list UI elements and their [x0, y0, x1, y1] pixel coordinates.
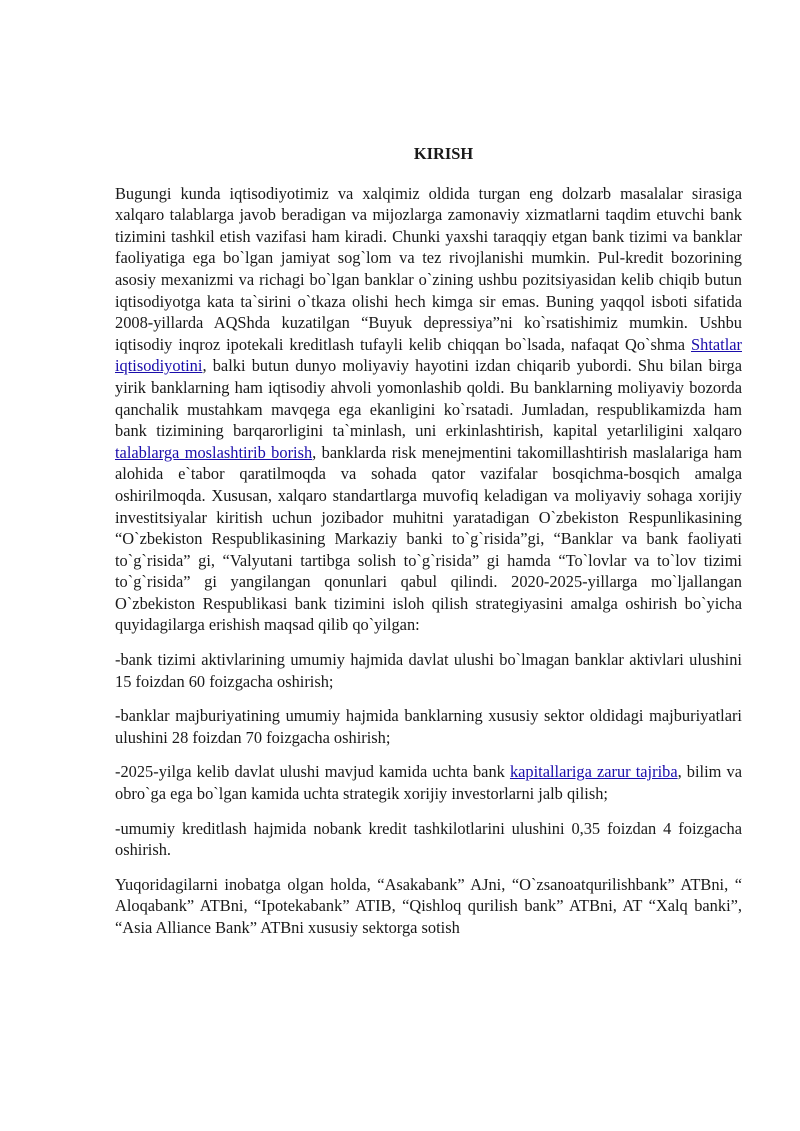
- link-talablarga-moslashtirib[interactable]: talablarga moslashtirib borish: [115, 442, 313, 462]
- list-item-1: -bank tizimi aktivlarining umumiy hajmida davlat ulushi bo`lmagan banklar aktivlari ulushini 15 foizdan 60 foizgacha oshirish;: [115, 650, 742, 691]
- document-page: [115, 143, 742, 952]
- intro-paragraph: [115, 183, 742, 636]
- page-title: KIRISH: [413, 144, 474, 163]
- item3-text-2: , bilim va obro`ga ega bo`lgan kamida uchta strategik xorijiy investorlarni jalb qilish;: [115, 762, 742, 804]
- link-shtatlar-iqtisodiyotini[interactable]: Shtatlar iqtisodiyotini: [115, 334, 742, 376]
- intro-text-1: Bugungi kunda iqtisodiyotimiz va xalqimiz oldida turgan eng dolzarb masalalar sirasiga xalqaro talablarga javob beradigan va mijozlarga zamonaviy xizmatlarni taqdim etuvchi bank tizimini tashkil etish vazifasi ham kiradi. Chunki yaxshi taraqqiy etgan bank tizimi va banklar faoliyatiga ega bo`lgan jamiyat sog`lom va tez rivojlanishi mumkin. Pul-kredit bozorining asosiy mexanizmi va richagi bo`lgan banklar o`zining ushbu pozitsiyasidan kelib chiqib butun iqtisodiyotga kata ta`sirini o`tkaza olishi hech kimga sir emas. Buning yaqqol isboti sifatida 2008-yillarda AQShda kuzatilgan “Buyuk depressiya”ni ko`rsatishimiz mumkin. Ushbu iqtisodiy inqroz ipotekali kreditlash tufayli kelib chiqqan bo`lsada, nafaqat Qo`shma: [115, 183, 742, 354]
- item3-text-1: -2025-yilga kelib davlat ulushi mavjud kamida uchta bank: [115, 762, 510, 782]
- list-item-4: -umumiy kreditlash hajmida nobank kredit tashkilotlarini ulushini 0,35 foizdan 4 foizgacha oshirish.: [115, 818, 742, 860]
- link-kapitallariga-zarur-tajriba[interactable]: kapitallariga zarur tajriba: [509, 762, 678, 782]
- intro-text-2: , balki butun dunyo moliyaviy hayotini izdan chiqarib yubordi. Shu bilan birga yirik banklarning ham iqtisodiy ahvoli yomonlashib qoldi. Bu banklarning moliyaviy bozorda qanchalik mustahkam mavqega ega ekanligini ko`rsatadi. Jumladan, respublikamizda ham bank tizimining barqarorligini ta`minlash, uni erkinlashtirish, kapital yetarliligini xalqaro: [115, 356, 742, 441]
- closing-paragraph: Yuqoridagilarni inobatga olgan holda, “Asakabank” AJni, “O`zsanoatqurilishbank” ATBni, “ Aloqabank” ATBni, “Ipotekabank” ATIB, “Qishloq qurilish bank” ATBni, AT “Xalq banki”, “Asia Alliance Bank” ATBni xususiy sektorga sotish: [115, 874, 742, 937]
- intro-text-3: , banklarda risk menejmentini takomillashtirish maslalariga ham alohida e`tabor qaratilmoqda va sohada qator vazifalar bosqichma-bosqich amalga oshirilmoqda. Xususan, xalqaro standartlarga muvofiq keladigan va moliyaviy sohaga xorijiy investitsiyalar kiritish uchun jozibador muhitni yaratadigan O`zbekiston Respunlikasining “O`zbekiston Respublikasining Markaziy banki to`g`risida”gi, “Banklar va bank faoliyati to`g`risida” gi, “Valyutani tartibga solish to`g`risida” gi hamda “To`lovlar va to`lov tizimi to`g`risida” gi yangilangan qonunlari qabul qilindi. 2020-2025-yillarga mo`ljallangan O`zbekiston Respublikasi bank tizimini isloh qilish strategiyasini amalga oshirish bo`yicha quyidagilarga erishish maqsad qilib qo`yilgan:: [115, 442, 742, 635]
- list-item-3: [115, 761, 742, 804]
- list-item-2: -banklar majburiyatining umumiy hajmida banklarning xususiy sektor oldidagi majburiyatlari ulushini 28 foizdan 70 foizgacha oshirish;: [115, 706, 742, 747]
